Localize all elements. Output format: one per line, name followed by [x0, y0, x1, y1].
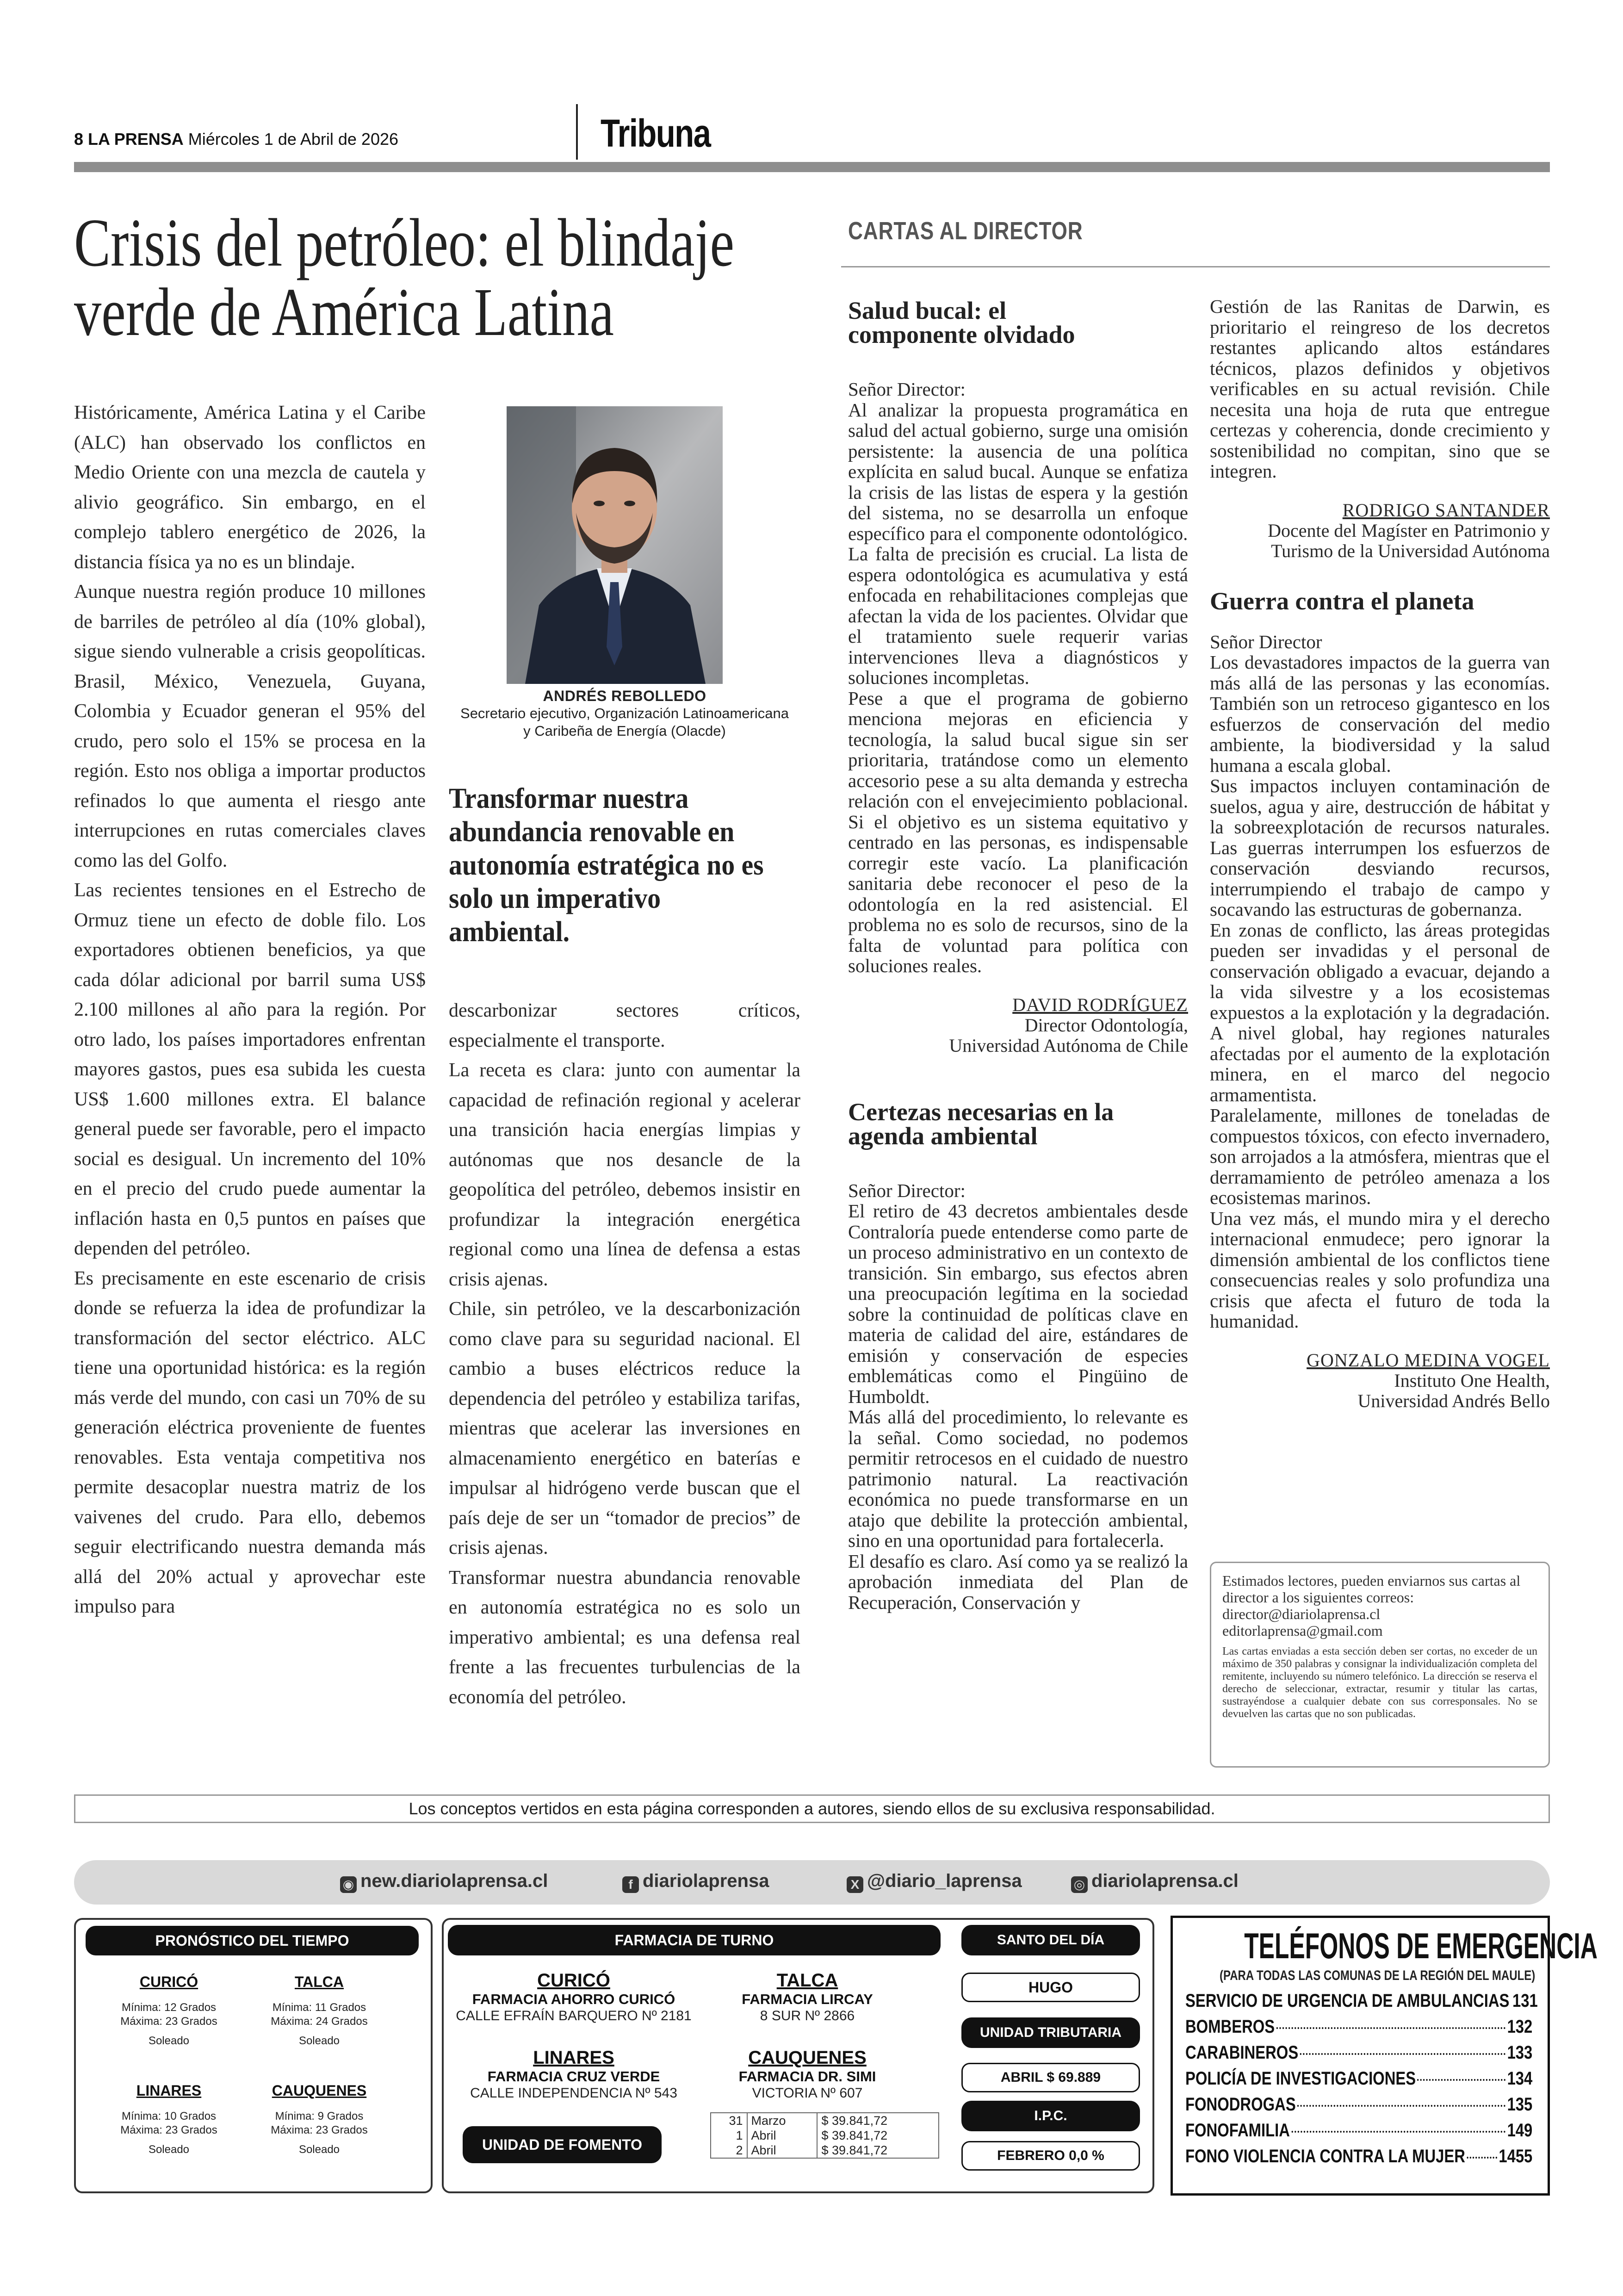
signature-line: Turismo de la Universidad Autónoma [1271, 540, 1550, 561]
page-number: 8 [74, 130, 84, 149]
paragraph: Transformar nuestra abundancia renovable en autonomía estratégica no es solo un imperativo ambiental; es una defensa real frente a las frecuentes turbulencias de la economía del petróleo. [449, 1567, 800, 1708]
weather-city [99, 1973, 238, 2048]
headline-line-1: Crisis del petróleo: el blindaje [74, 205, 735, 281]
fomento-label: UNIDAD DE FOMENTO [463, 2126, 662, 2163]
emergency-row [1185, 2042, 1532, 2063]
emergency-label: FONOFAMILIA [1185, 2120, 1290, 2141]
signature-name: GONZALO MEDINA VOGEL [1307, 1349, 1550, 1371]
letter-title: Salud bucal: el componente olvidado [848, 297, 1075, 348]
fomento-day: 1 [736, 2128, 743, 2142]
fomento-value: $ 39.841,72 [817, 2143, 939, 2158]
social-web[interactable] [340, 1871, 548, 1893]
paragraph: descarbonizar sectores críticos, especialmente el transporte. [449, 1000, 800, 1051]
social-facebook-label: diariolaprensa [643, 1871, 769, 1891]
paragraph: La receta es clara: junto con aumentar la capacidad de refinación regional y acelerar una transición hacia energías limpias y autónomas que nos desancle de la geopolítica del petróleo, debemos insistir en profundizar la integración energética regional como una línea de defensa a estas crisis ajenas. [449, 1060, 800, 1290]
farmacia-name: FARMACIA LIRCAY [742, 1991, 873, 2007]
globe-icon: ◉ [340, 1876, 357, 1893]
utm-value: ABRIL $ 69.889 [961, 2063, 1140, 2092]
emergency-row [1185, 2068, 1532, 2089]
farmacia-address: CALLE EFRAÍN BARQUERO Nº 2181 [456, 2008, 692, 2023]
header-divider [576, 104, 578, 160]
fomento-value: $ 39.841,72 [817, 2113, 939, 2128]
signature-line: Universidad Autónoma de Chile [949, 1035, 1188, 1056]
weather-state: Soleado [148, 2143, 190, 2156]
contact-email[interactable]: editorlaprensa@gmail.com [1222, 1622, 1383, 1639]
signature-line: Universidad Andrés Bello [1357, 1390, 1550, 1411]
weather-max: Máxima: 23 Grados [120, 2015, 217, 2028]
farmacia-title: FARMACIA DE TURNO [448, 1925, 941, 1955]
fomento-table [710, 2112, 939, 2159]
table-row [711, 2113, 939, 2128]
letter-body-continued [1210, 296, 1550, 482]
weather-state: Soleado [148, 2035, 190, 2047]
paragraph: Históricamente, América Latina y el Caribe (ALC) han observado los conflictos en Medio Oriente con una mezcla de cautela y alivio geográfico. Sin embargo, en el complejo tablero energético de 2026, la distancia física ya no es un blindaje. [74, 402, 426, 573]
signature-line: Docente del Magíster en Patrimonio y [1268, 520, 1550, 541]
social-facebook[interactable] [622, 1871, 769, 1893]
weather-max: Máxima: 24 Grados [271, 2015, 368, 2028]
social-instagram-label: diariolaprensa.cl [1091, 1871, 1239, 1891]
paragraph: Los devastadores impactos de la guerra van más allá de las personas y las economías. También son un retroceso gigantesco en los esfuerzos de conservación del medio ambiente, la biodiversidad y la salud humana a escala global. [1210, 652, 1550, 776]
weather-max: Máxima: 23 Grados [120, 2124, 217, 2136]
emergency-number[interactable]: 134 [1507, 2068, 1533, 2089]
fomento-day: 2 [736, 2143, 743, 2157]
emergency-number[interactable]: 135 [1507, 2094, 1533, 2115]
letter-salutation: Señor Director [1210, 631, 1322, 652]
contact-email[interactable]: director@diariolaprensa.cl [1222, 1606, 1381, 1622]
letters-contact-box [1210, 1562, 1550, 1768]
social-x[interactable] [847, 1871, 1022, 1893]
emergency-label: CARABINEROS [1185, 2042, 1299, 2063]
author-role-line-2: y Caribeña de Energía (Olacde) [523, 723, 726, 739]
emergency-row [1185, 2094, 1532, 2115]
paragraph: Las recientes tensiones en el Estrecho de Ormuz tiene un efecto de doble filo. Los exportadores obtienen beneficios, ya que cada dólar adicional por barril suma US$ 2.100 millones al año para la región. Por otro lado, los países importadores enfrentan mayores gastos, pues esa subida les cuesta US$ 1.600 millones extra. El balance general puede ser favorable, pero el impacto social es desigual. Un incremento del 10% en el precio del crudo puede aumentar la inflación hasta en 0,5 puntos en países que dependen del petróleo. [74, 880, 426, 1259]
emergency-label: FONODROGAS [1185, 2094, 1296, 2115]
signature-name: DAVID RODRÍGUEZ [1012, 994, 1188, 1015]
farmacia-item [444, 2048, 703, 2102]
paragraph: Aunque nuestra región produce 10 millones de barriles de petróleo al día (10% global), sigue siendo vulnerable a crisis geopolíticas. Brasil, México, Venezuela, Guyana, Colombia y Ecuador generan el 95% del crudo, pero solo el 15% se procesa en la región. Esto nos obliga a importar productos refinados lo que aumenta el riesgo ante interrupciones en rutas comerciales claves como las del Golfo. [74, 581, 426, 871]
weather-city-name: CAUQUENES [272, 2082, 367, 2099]
fomento-month: Abril [747, 2128, 818, 2143]
weather-state: Soleado [298, 2035, 340, 2047]
emergency-number[interactable]: 132 [1507, 2017, 1533, 2037]
signature-line: Director Odontología, [1024, 1014, 1188, 1036]
letter-salutation: Señor Director: [848, 379, 966, 400]
paragraph: Paralelamente, millones de toneladas de compuestos tóxicos, con efecto invernadero, son arrojados a la atmósfera, mientras que el derramamiento de petróleo amenaza a los ecosistemas marinos. [1210, 1105, 1550, 1208]
author-photo [507, 406, 723, 684]
emergency-label: BOMBEROS [1185, 2017, 1275, 2037]
instagram-icon: ◎ [1071, 1876, 1088, 1893]
farmacia-name: FARMACIA AHORRO CURICÓ [472, 1991, 675, 2007]
farmacia-item [708, 1970, 907, 2024]
author-portrait [507, 406, 723, 684]
paragraph: Una vez más, el mundo mira y el derecho internacional enmudece; pero ignorar la dimensión ambiental de los conflictos tiene consecuencias reales y solo profundiza una crisis que afecta el futuro de toda la humanidad. [1210, 1207, 1550, 1332]
weather-min: Mínima: 12 Grados [121, 2001, 217, 2014]
emergency-row [1185, 2017, 1532, 2037]
emergency-row [1185, 2146, 1532, 2167]
weather-max: Máxima: 23 Grados [271, 2124, 368, 2136]
paragraph: En zonas de conflicto, las áreas protegidas pueden ser invadidas y el personal de conservación obligado a evacuar, dejando a la vida silvestre y a los ecosistemas expuestos a la explotación y la degradación. A nivel global, hay regiones naturales afectadas por el aumento de la explotación minera, en el marco del negocio armamentista. [1210, 919, 1550, 1105]
farmacia-city: TALCA [776, 1970, 838, 1991]
emergency-label: FONO VIOLENCIA CONTRA LA MUJER [1185, 2146, 1465, 2166]
paragraph: El retiro de 43 decretos ambientales desde Contraloría puede entenderse como parte de un proceso administrativo en un contexto de transición. Sin embargo, sus efectos abren una preocupación legítima en la sociedad sobre la continuidad de políticas clave en materia de calidad del aire, estándares de emisión y conservación de especies emblemáticas como el Pingüino de Humboldt. [848, 1200, 1188, 1407]
weather-min: Mínima: 9 Grados [275, 2110, 364, 2122]
pull-quote: Transformar nuestra abundancia renovable en autonomía estratégica no es solo un imperativo ambiental. [449, 783, 764, 948]
article-column-1 [74, 398, 426, 1622]
farmacia-city: CAUQUENES [748, 2048, 867, 2068]
photo-caption [449, 687, 800, 740]
signature-name: RODRIGO SANTANDER [1342, 499, 1550, 521]
letters-column-2 [1210, 296, 1550, 1411]
letters-heading: CARTAS AL DIRECTOR [848, 217, 1083, 245]
weather-city [250, 2082, 389, 2157]
emergency-label: SERVICIO DE URGENCIA DE AMBULANCIAS [1185, 1991, 1510, 2011]
farmacia-city: LINARES [533, 2048, 614, 2068]
letter-body [848, 379, 1188, 976]
weather-city [99, 2082, 238, 2157]
x-icon: X [847, 1876, 863, 1893]
emergency-subtitle: (PARA TODAS LAS COMUNAS DE LA REGIÓN DEL MAULE) [1220, 1968, 1536, 1983]
ipc-label: I.P.C. [961, 2101, 1140, 2131]
table-row [711, 2128, 939, 2143]
emergency-row [1185, 1991, 1538, 2011]
weather-city-name: TALCA [294, 1973, 344, 1990]
emergency-label: POLICÍA DE INVESTIGACIONES [1185, 2068, 1416, 2089]
paragraph: Gestión de las Ranitas de Darwin, es prioritario el reingreso de los decretos restantes aplicando altos estándares técnicos, plazos definidos y objetivos verificables en su actual revisión. Chile necesita una hoja de ruta que entregue certezas y coherencia, donde crecimiento y sostenibilidad no compitan, sino que se integren. [1210, 296, 1550, 482]
letter-body [1210, 632, 1550, 1332]
contact-fine-print: Las cartas enviadas a esta sección deben ser cortas, no exceder de un máximo de 350 palabras y consignar la individualización completa del remitente, incluyendo su número telefónico. La dirección se reserva el derecho de seleccionar, extractar, resumir y titular las cartas, sustrayéndose a cualquier debate con sus corresponsales. No se devuelven las cartas que no son publicadas. [1222, 1645, 1537, 1720]
paper-name: LA PRENSA [88, 130, 184, 149]
issue-date: Miércoles 1 de Abril de 2026 [188, 130, 399, 149]
disclaimer: Los conceptos vertidos en esta página corresponden a autores, siendo ellos de su exclusiva responsabilidad. [74, 1794, 1550, 1823]
fomento-value: $ 39.841,72 [817, 2128, 939, 2143]
letter-signature [848, 995, 1188, 1056]
paragraph: Sus impactos incluyen contaminación de suelos, agua y aire, destrucción de hábitat y la sobreexplotación de recursos naturales. Las guerras interrumpen los esfuerzos de conservación desviando recursos, interrumpiendo el trabajo de campo y socavando las estructuras de gobernanza. [1210, 775, 1550, 920]
paragraph: Es precisamente en este escenario de crisis donde se refuerza la idea de profundizar la transformación del sector eléctrico. ALC tiene una oportunidad histórica: es la región más verde del mundo, con casi un 70% de su generación eléctrica proveniente de fuentes renovables. Esta ventaja competitiva nos permite desacoplar nuestra matriz de los vaivenes del crudo. Para ello, debemos seguir electrificando nuestra demanda más allá del 20% actual y aprovechar este impulso para [74, 1267, 426, 1617]
weather-city-name: LINARES [136, 2082, 202, 2099]
farmacia-city: CURICÓ [537, 1970, 610, 1991]
facebook-icon: f [622, 1876, 639, 1893]
section-title: Tribuna [601, 112, 711, 155]
social-bar [74, 1860, 1550, 1905]
letter-title: Guerra contra el planeta [1210, 587, 1474, 615]
article-headline [74, 205, 735, 350]
farmacia-item [444, 1970, 703, 2024]
ipc-value: FEBRERO 0,0 % [961, 2141, 1140, 2171]
emergency-title: TELÉFONOS DE EMERGENCIA [1244, 1925, 1598, 1966]
letter-signature [1210, 1350, 1550, 1411]
paragraph: Más allá del procedimiento, lo relevante es la señal. Como sociedad, no podemos permitir retrocesos en el cuidado de nuestro patrimonio natural. La reactivación económica no puede transformarse en un atajo que debilite la protección ambiental, sino en una oportunidad para fortalecerla. [848, 1406, 1188, 1551]
letter-salutation: Señor Director: [848, 1179, 966, 1201]
emergency-number[interactable]: 131 [1512, 1991, 1538, 2011]
weather-city-name: CURICÓ [139, 1973, 198, 1990]
contact-intro: Estimados lectores, pueden enviarnos sus cartas al director a los siguientes correos: [1222, 1572, 1521, 1606]
weather-city [250, 1973, 389, 2048]
letter-signature [1210, 500, 1550, 561]
utm-label: UNIDAD TRIBUTARIA [961, 2017, 1140, 2048]
emergency-number[interactable]: 133 [1507, 2042, 1533, 2063]
social-instagram[interactable] [1071, 1871, 1239, 1893]
paragraph: Pese a que el programa de gobierno menciona mejoras en eficiencia y tecnología, la salud bucal sigue sin ser prioritaria, tratándose como un elemento accesorio pese a su alta demanda y estrecha relación con el envejecimiento poblacional. Si el objetivo es un sistema equitativo y centrado en las personas, es indispensable corregir este vacío. La planificación sanitaria debe reconocer el peso de la odontología en la red asistencial. El problema no es solo de recursos, sino de la falta de voluntad para política con soluciones reales. [848, 687, 1188, 976]
article-column-2 [449, 996, 800, 1712]
weather-min: Mínima: 10 Grados [121, 2110, 217, 2122]
farmacia-name: FARMACIA DR. SIMI [738, 2068, 876, 2085]
headline-line-2: verde de América Latina [74, 274, 614, 350]
fomento-month: Abril [747, 2143, 818, 2158]
paragraph: Al analizar la propuesta programática en salud del actual gobierno, surge una omisión persistente: la ausencia de una política explícita en salud bucal. Aunque se enfatiza la crisis de las listas de espera y la gestión del sistema, no se desarrolla un enfoque específico para el componente odontológico. [848, 399, 1188, 544]
fomento-day: 31 [729, 2114, 743, 2128]
letters-column-1 [848, 298, 1188, 1613]
weather-title: PRONÓSTICO DEL TIEMPO [86, 1926, 419, 1955]
letters-rule [841, 266, 1550, 267]
santo-label: SANTO DEL DÍA [961, 1925, 1140, 1955]
social-web-label: new.diariolaprensa.cl [360, 1871, 548, 1891]
farmacia-name: FARMACIA CRUZ VERDE [487, 2068, 660, 2085]
farmacia-address: VICTORIA Nº 607 [752, 2085, 863, 2101]
letter-body [848, 1180, 1188, 1613]
table-row [711, 2143, 939, 2158]
paragraph: La falta de precisión es crucial. La lista de espera odontológica es acumulativa y está enfocada en rehabilitaciones complejas que afectan la vida de los pacientes. Olvidar que el tratamiento suele requerir varias intervenciones lleva a diagnósticos y soluciones incompletas. [848, 543, 1188, 688]
paragraph: El desafío es claro. Así como ya se realizó la aprobación inmediata del Plan de Recuperación, Conservación y [848, 1550, 1188, 1613]
social-x-label: @diario_laprensa [867, 1871, 1022, 1891]
santo-value: HUGO [961, 1973, 1140, 2002]
weather-min: Mínima: 11 Grados [272, 2001, 366, 2014]
emergency-row [1185, 2120, 1532, 2141]
farmacia-address: CALLE INDEPENDENCIA Nº 543 [470, 2085, 677, 2101]
emergency-number[interactable]: 149 [1507, 2120, 1533, 2141]
fomento-month: Marzo [747, 2113, 818, 2128]
weather-state: Soleado [298, 2143, 340, 2156]
top-rule [74, 162, 1550, 172]
letter-title: Certezas necesarias en la agenda ambiental [848, 1098, 1114, 1150]
page-header [74, 130, 398, 149]
paragraph: Chile, sin petróleo, ve la descarbonización como clave para su seguridad nacional. El cambio a buses eléctricos reduce la dependencia del petróleo y estabiliza tarifas, mientras que acelerar las inversiones en almacenamiento energético en baterías e impulsar al hidrógeno verde buscan que el país deje de ser un “tomador de precios” de crisis ajenas. [449, 1298, 800, 1558]
author-role-line-1: Secretario ejecutivo, Organización Latinoamericana [460, 705, 789, 721]
emergency-number[interactable]: 1455 [1499, 2146, 1533, 2166]
farmacia-item [708, 2048, 907, 2102]
signature-line: Instituto One Health, [1394, 1370, 1550, 1391]
author-name: ANDRÉS REBOLLEDO [543, 688, 706, 704]
farmacia-address: 8 SUR Nº 2866 [760, 2008, 855, 2023]
